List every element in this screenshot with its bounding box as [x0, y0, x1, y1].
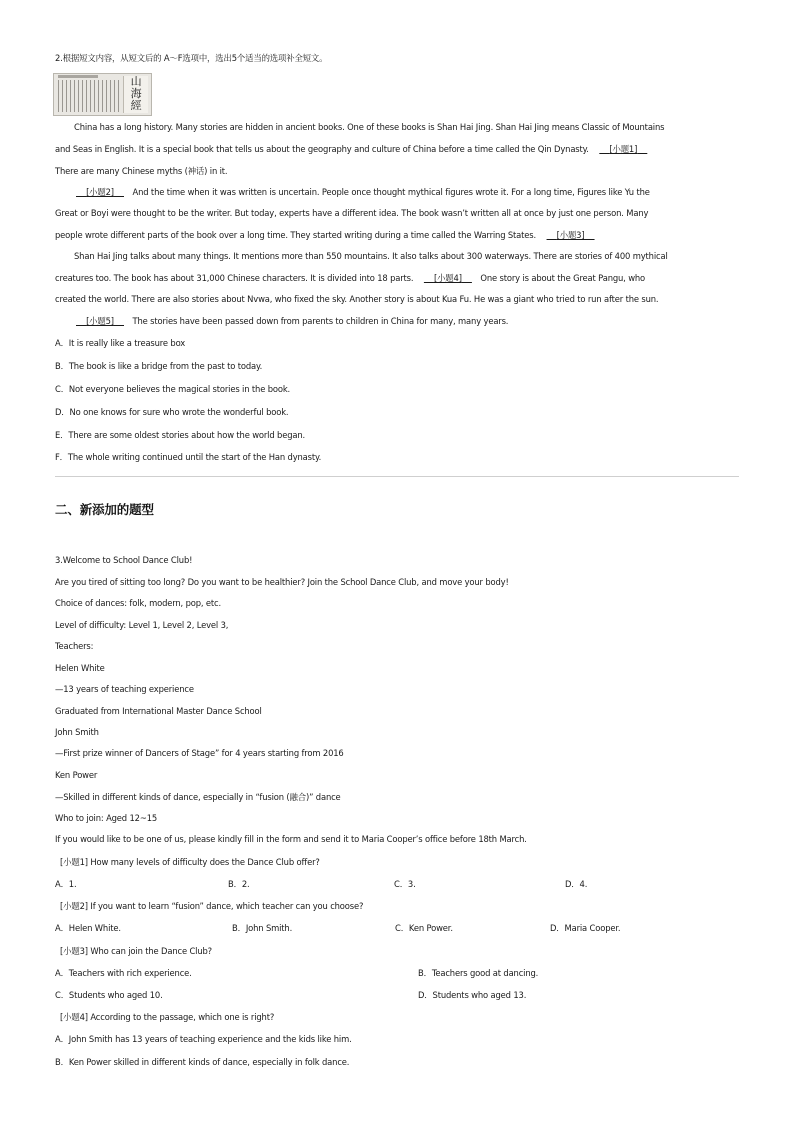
seal-char-3: 經	[130, 99, 142, 112]
passage-p3-line2	[55, 272, 645, 284]
section-heading: 二、新添加的题型	[55, 502, 154, 517]
q3-sub3-stem: [小题3] Who can join the Dance Club?	[60, 946, 212, 956]
seal-char-2: 海	[130, 87, 142, 100]
q3-sub3-option-d[interactable]: D．Students who aged 13.	[418, 990, 527, 1000]
blank-1-label: [小题1]	[609, 144, 638, 154]
blank-4-label: [小题4]	[433, 273, 462, 283]
seal-char-1: 山	[130, 75, 142, 88]
passage-p1-text: and Seas in English. It is a special book that tells us about the geography and culture of China before a time called the Qin Dynasty.	[55, 144, 589, 154]
q3-sub1-option-b[interactable]: B．2.	[228, 879, 250, 889]
q3-sub3-option-b[interactable]: B．Teachers good at dancing.	[418, 968, 539, 978]
q2-instruction: 2.根据短文内容，从短文后的 A～F选项中，选出5个适当的选项补全短文。	[55, 53, 328, 63]
blank-3[interactable]	[545, 229, 597, 241]
passage-p3-text-2b: One story is about the Great Pangu, who	[480, 273, 646, 283]
blank-5[interactable]	[74, 315, 126, 327]
passage-p2-text-3: people wrote different parts of the book over a long time. They started writing during a time called the Warring States.	[55, 230, 537, 240]
q3-levels: Level of difficulty: Level 1, Level 2, Level 3,	[55, 620, 229, 630]
q2-option-e[interactable]: E．There are some oldest stories about how the world began.	[55, 430, 306, 440]
q3-helen-detail-1: —13 years of teaching experience	[55, 684, 194, 694]
q2-option-c[interactable]: C．Not everyone believes the magical stories in the book.	[55, 384, 291, 394]
q3-sub2-option-d[interactable]: D．Maria Cooper.	[550, 923, 621, 933]
q3-ken-detail: —Skilled in different kinds of dance, especially in “fusion (融合)” dance	[55, 792, 341, 802]
passage-p2-line1	[74, 186, 650, 198]
q3-sub4-option-b[interactable]: B．Ken Power skilled in different kinds of dance, especially in folk dance.	[55, 1057, 350, 1067]
blank-5-label: [小题5]	[86, 316, 114, 326]
q3-sub1-option-a[interactable]: A．1.	[55, 879, 77, 889]
q3-teachers-label: Teachers:	[55, 641, 94, 651]
book-page-header	[58, 75, 98, 78]
passage-p1-line3: There are many Chinese myths (神话) in it.	[55, 166, 228, 176]
blank-3-label: [小题3]	[556, 230, 585, 240]
q2-option-a[interactable]: A．It is really like a treasure box	[55, 338, 186, 348]
q3-john-detail: —First prize winner of Dancers of Stage” for 4 years starting from 2016	[55, 748, 344, 758]
passage-p3-line1: Shan Hai Jing talks about many things. It mentions more than 550 mountains. It also talks about 300 waterways. There are stories of 400 mythical	[74, 251, 668, 261]
q3-sub1-stem: [小题1] How many levels of difficulty does the Dance Club offer?	[60, 857, 320, 867]
q2-option-d[interactable]: D．No one knows for sure who wrote the wonderful book.	[55, 407, 289, 417]
passage-p4-text: The stories have been passed down from parents to children in China for many, many years.	[132, 316, 509, 326]
q3-sub3-option-a[interactable]: A．Teachers with rich experience.	[55, 968, 192, 978]
shan-hai-jing-book-image	[53, 73, 152, 116]
q3-who-to-join: Who to join: Aged 12~15	[55, 813, 158, 823]
q3-teacher-ken: Ken Power	[55, 770, 98, 780]
q3-sub2-option-b[interactable]: B．John Smith.	[232, 923, 293, 933]
q3-sub1-option-c[interactable]: C．3.	[394, 879, 416, 889]
q3-sub4-option-a[interactable]: A．John Smith has 13 years of teaching experience and the kids like him.	[55, 1034, 352, 1044]
passage-p1-line2	[55, 143, 649, 155]
passage-p3-text-2: creatures too. The book has about 31,000 Chinese characters. It is divided into 18 parts.	[55, 273, 414, 283]
passage-p3-line3: created the world. There are also stories about Nvwa, who fixed the sky. Another story is about Kua Fu. He was a giant who tried to run after the sun.	[55, 294, 659, 304]
blank-4[interactable]	[422, 272, 474, 284]
passage-p2-line2: Great or Boyi were thought to be the writer. But today, experts have a different idea. The book wasn’t written all at once by just one person. Many	[55, 208, 649, 218]
blank-1[interactable]	[597, 143, 649, 155]
q3-sub2-option-a[interactable]: A．Helen White.	[55, 923, 121, 933]
blank-2[interactable]	[74, 186, 126, 198]
passage-p2-text: And the time when it was written is uncertain. People once thought mythical figures wrote it. For a long time, Figures like Yu the	[132, 187, 650, 197]
section-divider	[55, 476, 739, 477]
q3-teacher-helen: Helen White	[55, 663, 105, 673]
q3-intro: Are you tired of sitting too long? Do you want to be healthier? Join the School Dance Club, and move your body!	[55, 577, 509, 587]
q3-sub1-option-d[interactable]: D．4.	[565, 879, 588, 889]
q3-how-to-join: If you would like to be one of us, please kindly fill in the form and send it to Maria Cooper’s office before 18th March.	[55, 834, 527, 844]
passage-p1-line1: China has a long history. Many stories are hidden in ancient books. One of these books is Shan Hai Jing. Shan Hai Jing means Classic of Mountains	[74, 122, 665, 132]
q2-option-f[interactable]: F．The whole writing continued until the start of the Han dynasty.	[55, 452, 322, 462]
q3-sub2-option-c[interactable]: C．Ken Power.	[395, 923, 453, 933]
q3-title: 3.Welcome to School Dance Club!	[55, 555, 193, 565]
book-text-columns	[58, 80, 120, 112]
blank-2-label: [小题2]	[86, 187, 114, 197]
q3-sub4-stem: [小题4] According to the passage, which one is right?	[60, 1012, 275, 1022]
q3-dances: Choice of dances: folk, modern, pop, etc.	[55, 598, 222, 608]
q3-sub3-option-c[interactable]: C．Students who aged 10.	[55, 990, 163, 1000]
q3-sub2-stem: [小题2] If you want to learn “fusion” dance, which teacher can you choose?	[60, 901, 364, 911]
q3-helen-detail-2: Graduated from International Master Dance School	[55, 706, 262, 716]
q2-option-b[interactable]: B．The book is like a bridge from the past to today.	[55, 361, 263, 371]
passage-p2-line3	[55, 229, 597, 241]
passage-p4-line1	[74, 315, 508, 327]
q3-teacher-john: John Smith	[55, 727, 99, 737]
book-title-seal	[123, 76, 148, 113]
